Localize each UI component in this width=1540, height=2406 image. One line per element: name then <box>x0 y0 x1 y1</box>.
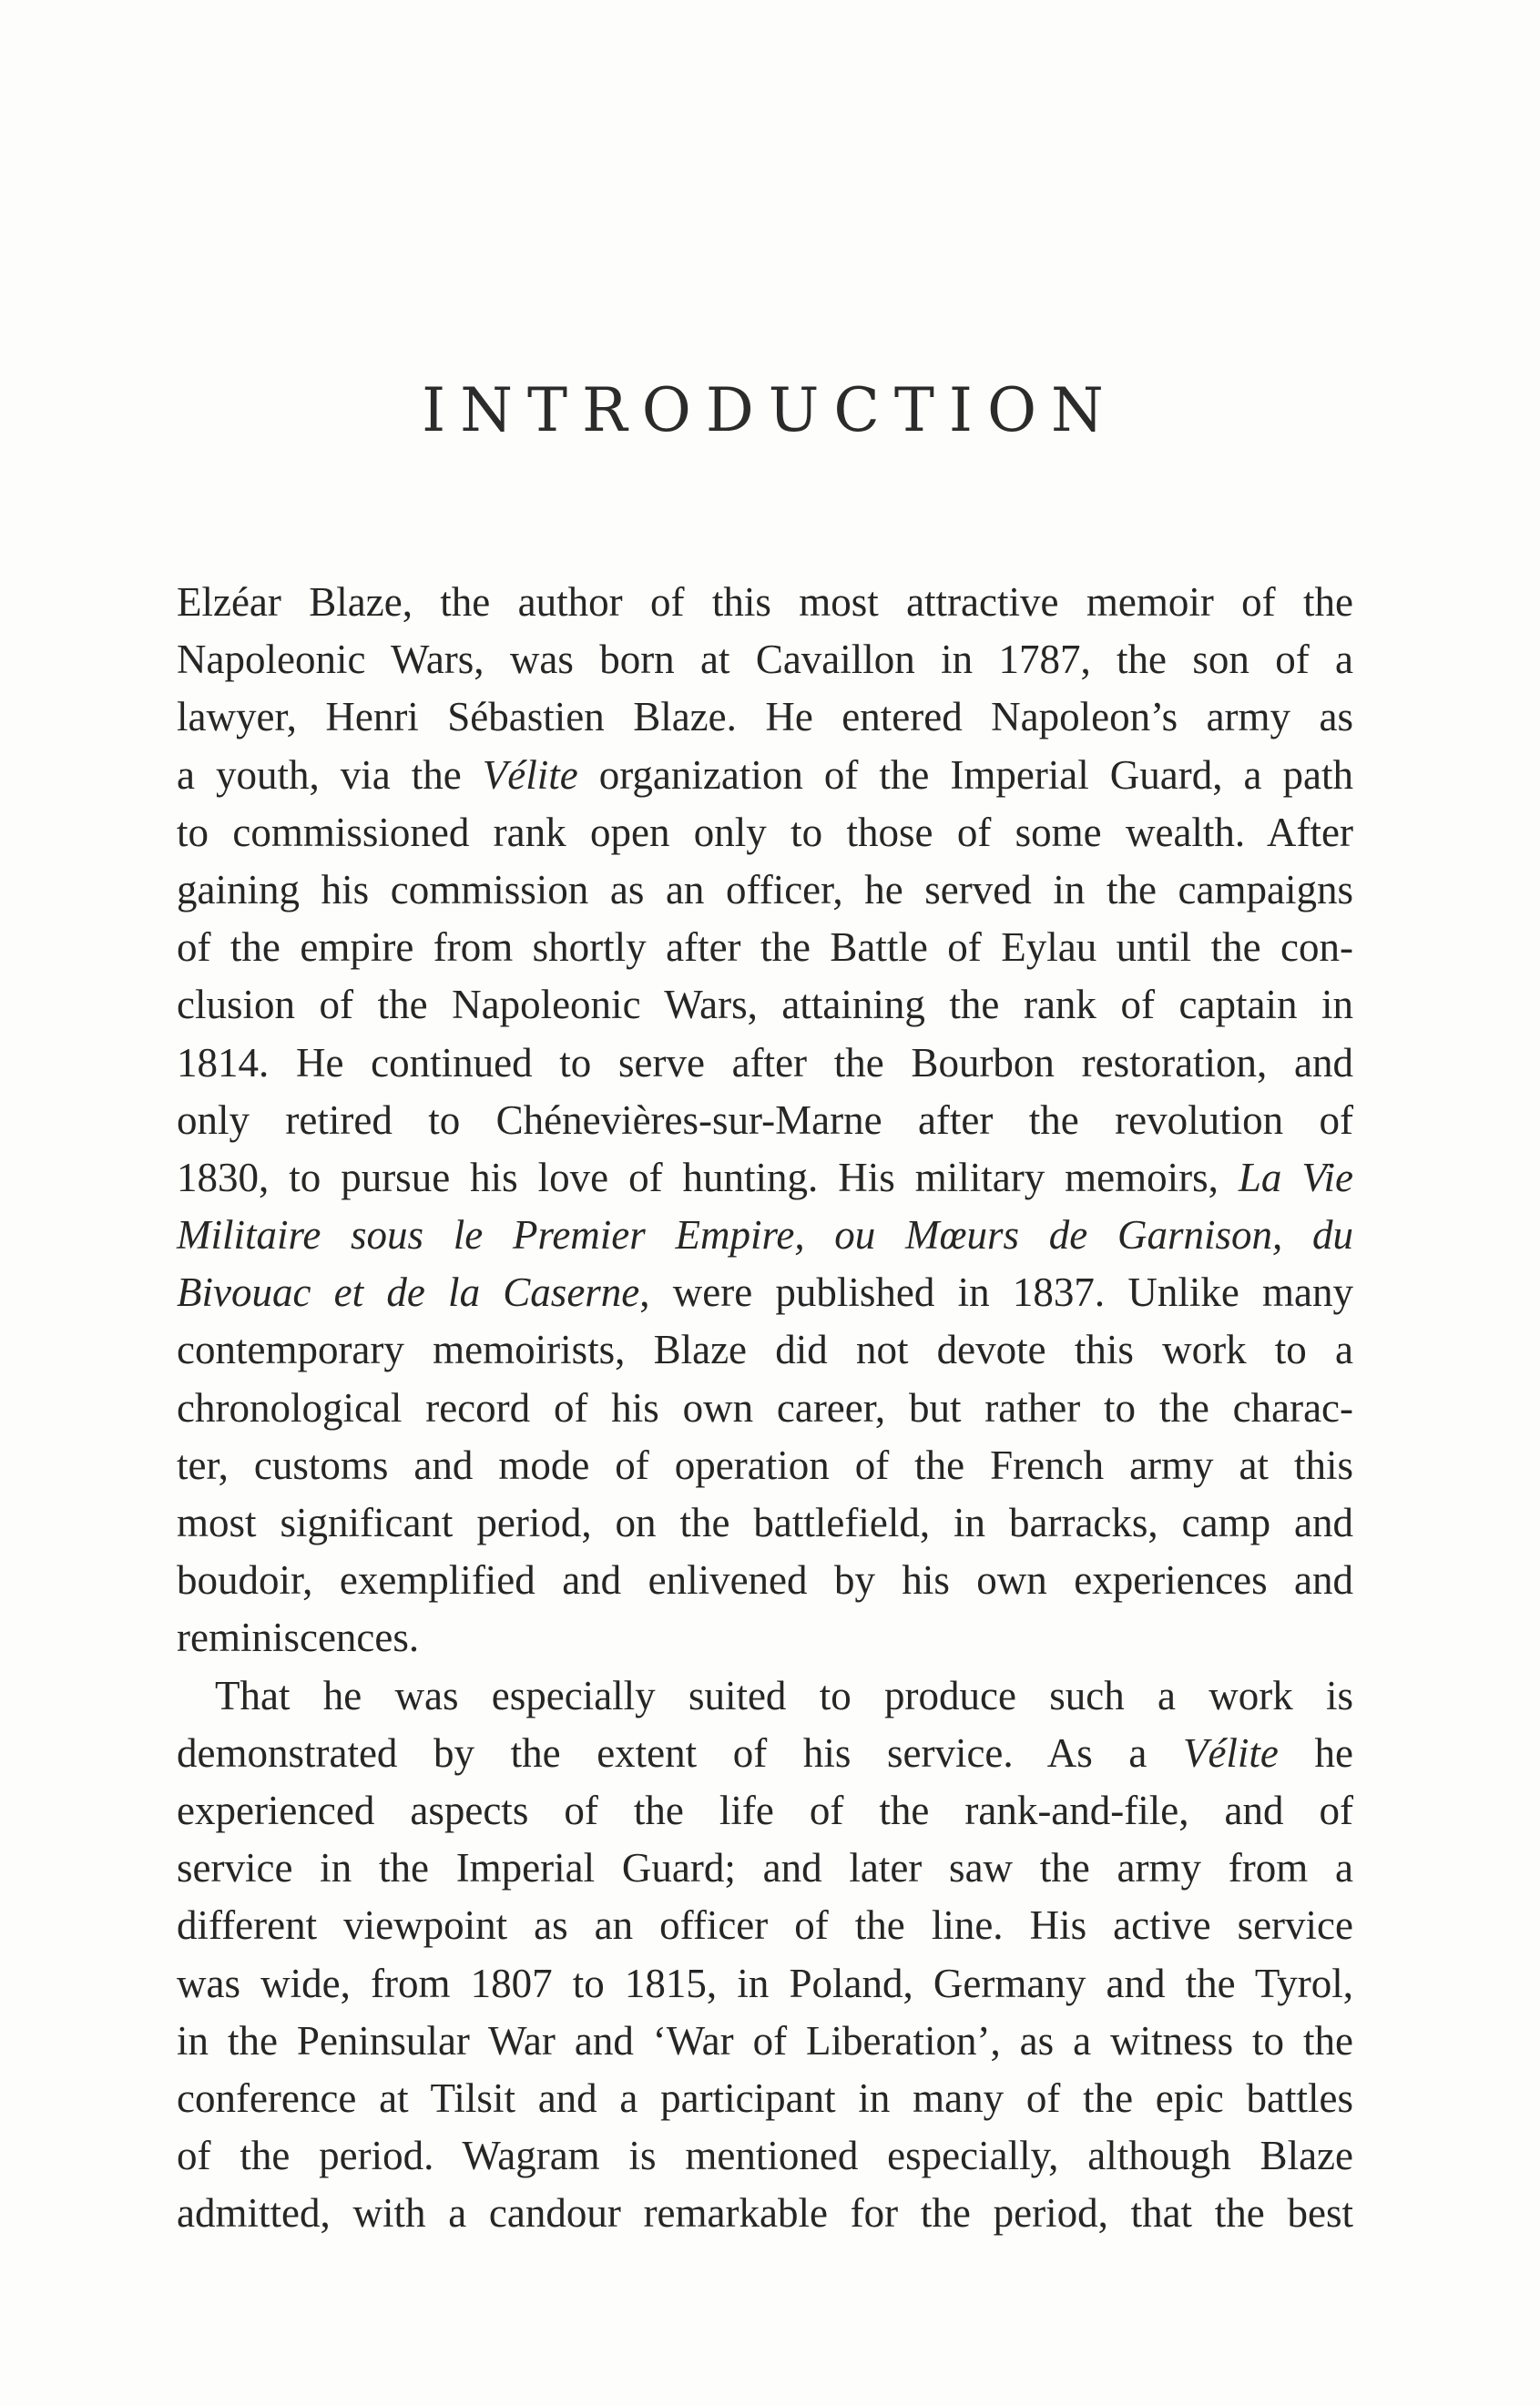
text-line <box>177 1149 1353 1207</box>
text-segment: 1830, to pursue his love of hunting. His military memoirs, <box>177 1154 1239 1200</box>
italic-text: La Vie <box>1238 1154 1353 1200</box>
text-segment: experienced aspects of the life of the rank-and-file, and of <box>177 1787 1353 1833</box>
text-line <box>177 1321 1353 1379</box>
text-line <box>177 1437 1353 1494</box>
text-segment: admitted, with a candour remarkable for the period, that the best <box>177 2190 1353 2237</box>
text-line <box>177 1897 1353 1954</box>
text-line <box>177 1092 1353 1149</box>
text-line <box>177 688 1353 746</box>
text-segment: of the empire from shortly after the Battle of Eylau until the con- <box>177 924 1353 971</box>
text-segment: organization of the Imperial Guard, a path <box>577 751 1353 798</box>
text-segment: Napoleonic Wars, was born at Cavaillon in 1787, the son of a <box>177 637 1353 683</box>
text-segment: , were published in 1837. Unlike many <box>639 1269 1354 1316</box>
text-line <box>177 2070 1353 2127</box>
text-line <box>177 1264 1353 1321</box>
italic-text: Vélite <box>482 751 578 798</box>
text-segment: in the Peninsular War and ‘War of Liberation’, as a witness to the <box>177 2017 1353 2064</box>
text-segment: gaining his commission as an officer, he served in the campaigns <box>177 866 1353 912</box>
text-segment: lawyer, Henri Sébastien Blaze. He entered Napoleon’s army as <box>177 694 1353 740</box>
text-segment: service in the Imperial Guard; and later saw the army from a <box>177 1845 1353 1891</box>
italic-text: Vélite <box>1182 1729 1279 1776</box>
text-segment: demonstrated by the extent of his service. As a <box>177 1729 1183 1776</box>
text-segment: That he was especially suited to produce such a work is <box>215 1672 1353 1718</box>
text-line <box>177 804 1353 861</box>
text-line <box>177 1955 1353 2013</box>
text-segment: clusion of the Napoleonic Wars, attaining the rank of captain in <box>177 982 1353 1028</box>
text-line <box>177 1667 1353 1725</box>
text-line <box>177 1840 1353 1897</box>
text-line <box>177 1207 1353 1264</box>
italic-text: Militaire sous le Premier Empire, ou Mœurs de Garnison, du <box>177 1212 1353 1259</box>
text-segment: of the period. Wagram is mentioned especially, although Blaze <box>177 2133 1353 2179</box>
italic-text: Bivouac et de la Caserne <box>177 1269 640 1316</box>
chapter-heading: INTRODUCTION <box>422 375 1118 445</box>
text-line <box>177 1725 1353 1782</box>
text-line <box>177 631 1353 688</box>
text-line <box>177 1609 1353 1667</box>
text-line <box>177 861 1353 919</box>
text-segment: to commissioned rank open only to those of some wealth. After <box>177 809 1353 855</box>
text-segment: chronological record of his own career, but rather to the charac- <box>177 1384 1353 1431</box>
text-line <box>177 1782 1353 1840</box>
text-line <box>177 919 1353 976</box>
text-segment: was wide, from 1807 to 1815, in Poland, Germany and the Tyrol, <box>177 1960 1353 2006</box>
text-segment: conference at Tilsit and a participant in many of the epic battles <box>177 2075 1353 2121</box>
text-line <box>177 2185 1353 2242</box>
text-segment: a youth, via the <box>177 751 483 798</box>
text-segment: different viewpoint as an officer of the line. His active service <box>177 1902 1353 1949</box>
text-line <box>177 2013 1353 2070</box>
text-line <box>177 1494 1353 1552</box>
text-line <box>177 2127 1353 2185</box>
text-segment: ter, customs and mode of operation of the French army at this <box>177 1442 1353 1488</box>
body-text <box>177 574 1353 2242</box>
text-segment: contemporary memoirists, Blaze did not devote this work to a <box>177 1327 1353 1373</box>
text-line <box>177 1380 1353 1437</box>
text-segment: boudoir, exemplified and enlivened by his own experiences and <box>177 1557 1353 1604</box>
text-segment: he <box>1278 1729 1353 1776</box>
text-line <box>177 574 1353 631</box>
text-line <box>177 747 1353 804</box>
text-segment: most significant period, on the battlefield, in barracks, camp and <box>177 1500 1353 1545</box>
text-segment: Elzéar Blaze, the author of this most attractive memoir of the <box>177 579 1353 625</box>
text-line <box>177 976 1353 1034</box>
text-segment: 1814. He continued to serve after the Bourbon restoration, and <box>177 1039 1353 1086</box>
text-line <box>177 1552 1353 1609</box>
text-segment: only retired to Chénevières-sur-Marne after the revolution of <box>177 1096 1353 1143</box>
text-segment: reminiscences. <box>177 1615 420 1661</box>
text-line <box>177 1035 1353 1092</box>
